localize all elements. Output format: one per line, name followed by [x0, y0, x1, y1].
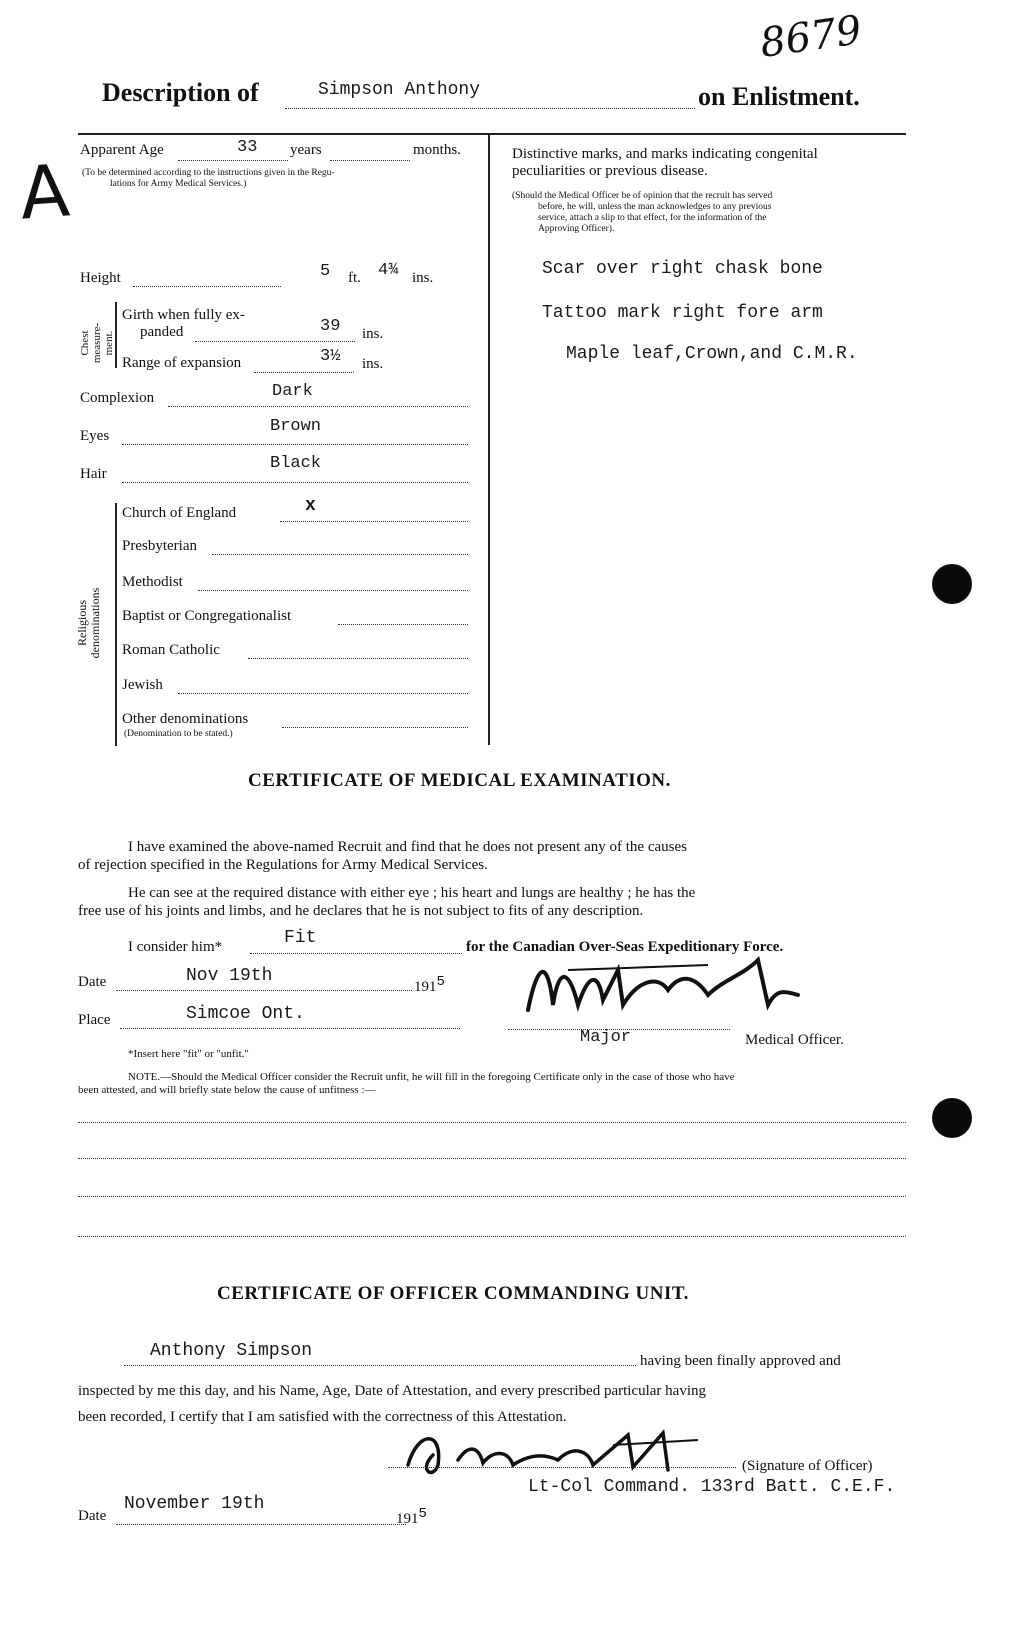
- religion-line-5: [178, 693, 468, 694]
- chest-side-label: [79, 308, 115, 378]
- mark-1: Scar over right chask bone: [542, 259, 823, 279]
- complexion-label: Complexion: [80, 390, 155, 406]
- girth-value: 39: [320, 317, 341, 336]
- religion-line-1: [212, 554, 468, 555]
- medical-year-prefix: 191: [414, 979, 437, 995]
- margin-letter: A: [17, 148, 73, 236]
- punch-hole-top: [932, 564, 972, 604]
- girth-label-2: panded: [140, 324, 184, 340]
- height-in-value: 4¾: [378, 261, 399, 280]
- punch-hole-bottom: [932, 1098, 972, 1138]
- chest-side-2: measure-: [91, 322, 103, 364]
- top-rule: [78, 133, 906, 135]
- ft-label: ft.: [348, 270, 361, 286]
- religion-side-2: denominations: [88, 587, 102, 659]
- girth-line: [195, 341, 355, 342]
- commanding-year-suffix: 5: [418, 1506, 427, 1522]
- mark-3: Maple leaf,Crown,and C.M.R.: [566, 344, 858, 364]
- religion-5: Jewish: [122, 677, 163, 693]
- age-note-1: (To be determined according to the instructions given in the Regu-: [82, 168, 335, 178]
- unfitness-line-3: [78, 1196, 906, 1197]
- stamp-number: 8679: [757, 7, 865, 67]
- age-value: 33: [237, 138, 258, 157]
- medical-officer-signature: [508, 950, 808, 1030]
- consider-prefix: I consider him*: [128, 939, 223, 955]
- medical-para1-line2: of rejection specified in the Regulations for Army Medical Services.: [78, 857, 488, 873]
- commanding-year-prefix: 191: [396, 1511, 419, 1527]
- hair-line: [122, 482, 468, 483]
- commanding-signature-line: [388, 1467, 736, 1468]
- commanding-date-value: November 19th: [124, 1494, 265, 1514]
- medical-officer-label: Medical Officer.: [745, 1032, 844, 1048]
- age-note-2: lations for Army Medical Services.): [110, 179, 247, 189]
- religion-2: Methodist: [122, 574, 183, 590]
- marks-heading-2: peculiarities or previous disease.: [512, 163, 708, 179]
- eyes-label: Eyes: [80, 428, 110, 444]
- religion-side-1: Religious: [75, 600, 89, 647]
- commanding-year: [396, 1506, 427, 1528]
- commanding-line3: been recorded, I certify that I am satisfied with the correctness of this Attestation.: [78, 1409, 567, 1425]
- age-label: Apparent Age: [80, 142, 164, 158]
- commanding-date-line: [116, 1524, 406, 1525]
- unfitness-line-4: [78, 1236, 906, 1237]
- medical-para1-line1: I have examined the above-named Recruit and find that he does not present any of the causes: [128, 839, 687, 855]
- years-label: years: [290, 142, 322, 158]
- medical-para2-line1: He can see at the required distance with either eye ; his heart and lungs are healthy ; he has the: [128, 885, 696, 901]
- chest-side-1: Chest: [79, 330, 91, 356]
- medical-para2-line2: free use of his joints and limbs, and he declares that he is not subject to fits of any description.: [78, 903, 644, 919]
- complexion-line: [168, 406, 468, 407]
- range-label: Range of expansion: [122, 355, 242, 371]
- complexion-value: Dark: [272, 382, 313, 401]
- religion-4: Roman Catholic: [122, 642, 220, 658]
- ins-label: ins.: [412, 270, 434, 286]
- recruit-name-header: Simpson Anthony: [318, 80, 481, 100]
- months-line: [330, 160, 410, 161]
- religion-bracket-line: [115, 503, 117, 746]
- commanding-date-label: Date: [78, 1508, 107, 1524]
- religion-1: Presbyterian: [122, 538, 197, 554]
- medical-date-label: Date: [78, 974, 107, 990]
- medical-place-value: Simcoe Ont.: [186, 1004, 305, 1024]
- fitness-value: Fit: [284, 928, 317, 948]
- range-unit: ins.: [362, 356, 384, 372]
- medical-year-suffix: 5: [436, 974, 445, 990]
- unfitness-line-1: [78, 1122, 906, 1123]
- religion-3: Baptist or Congregationalist: [122, 608, 292, 624]
- medical-place-label: Place: [78, 1012, 111, 1028]
- religion-line-4: [248, 658, 468, 659]
- chest-side-3: ment.: [103, 330, 115, 356]
- range-line: [254, 372, 354, 373]
- hair-value: Black: [270, 454, 322, 473]
- age-line: [178, 160, 288, 161]
- height-label: Height: [80, 270, 121, 286]
- mark-2: Tattoo mark right fore arm: [542, 303, 823, 323]
- eyes-value: Brown: [270, 417, 322, 436]
- header-prefix: Description of: [102, 78, 259, 107]
- commanding-officer-signature: [398, 1425, 738, 1485]
- denomination-note: (Denomination to be stated.): [124, 729, 233, 739]
- religion-line-6: [282, 727, 468, 728]
- marks-note-3: service, attach a slip to that effect, for the information of the: [538, 213, 767, 223]
- signature-of-officer-label: (Signature of Officer): [742, 1458, 873, 1474]
- left-bracket-line: [115, 302, 117, 368]
- commanding-rank-line: Lt-Col Command. 133rd Batt. C.E.F.: [528, 1477, 896, 1497]
- range-value: 3½: [320, 347, 341, 366]
- girth-unit: ins.: [362, 326, 384, 342]
- unfitness-line-2: [78, 1158, 906, 1159]
- girth-label-1: Girth when fully ex-: [122, 307, 245, 323]
- header-name-line: [285, 108, 695, 109]
- religion-line-2: [198, 590, 468, 591]
- religion-6: Other denominations: [122, 711, 249, 727]
- unfit-note-2: been attested, and will briefly state below the cause of unfitness :—: [78, 1084, 376, 1096]
- marks-heading-1: Distinctive marks, and marks indicating congenital: [512, 146, 818, 162]
- months-label: months.: [413, 142, 461, 158]
- religion-mark: x: [305, 496, 316, 516]
- unfit-note-1: NOTE.—Should the Medical Officer consider the Recruit unfit, he will fill in the foregoing Certificate only in the case of those who have: [128, 1071, 735, 1083]
- header-suffix: on Enlistment.: [698, 82, 860, 111]
- marks-note-2: before, he will, unless the man acknowledges to any previous: [538, 202, 772, 212]
- religion-side-label: [76, 568, 102, 678]
- religion-line-3: [338, 624, 468, 625]
- height-line: [133, 286, 281, 287]
- height-ft-value: 5: [320, 262, 331, 281]
- medical-year: [414, 974, 445, 996]
- hair-label: Hair: [80, 466, 107, 482]
- eyes-line: [122, 444, 468, 445]
- religion-0: Church of England: [122, 505, 237, 521]
- commanding-heading: CERTIFICATE OF OFFICER COMMANDING UNIT.: [217, 1283, 689, 1304]
- medical-date-line: [116, 990, 412, 991]
- fitness-line: [250, 953, 462, 954]
- marks-note-4: Approving Officer).: [538, 224, 615, 234]
- consider-suffix: for the Canadian Over-Seas Expeditionary Force.: [466, 939, 784, 955]
- commanding-line1-suffix: having been finally approved and: [640, 1353, 841, 1369]
- commanding-line2: inspected by me this day, and his Name, Age, Date of Attestation, and every prescribed particular having: [78, 1383, 707, 1399]
- insert-note: *Insert here "fit" or "unfit.": [128, 1048, 249, 1060]
- column-divider: [488, 133, 490, 745]
- medical-heading: CERTIFICATE OF MEDICAL EXAMINATION.: [248, 770, 671, 791]
- religion-line-0: [280, 521, 468, 522]
- commanding-recruit-name: Anthony Simpson: [150, 1341, 313, 1361]
- medical-officer-rank: Major: [580, 1028, 632, 1047]
- medical-date-value: Nov 19th: [186, 966, 273, 986]
- medical-place-line: [120, 1028, 460, 1029]
- marks-note-1: (Should the Medical Officer be of opinion that the recruit has served: [512, 191, 773, 201]
- commanding-name-line: [124, 1365, 636, 1366]
